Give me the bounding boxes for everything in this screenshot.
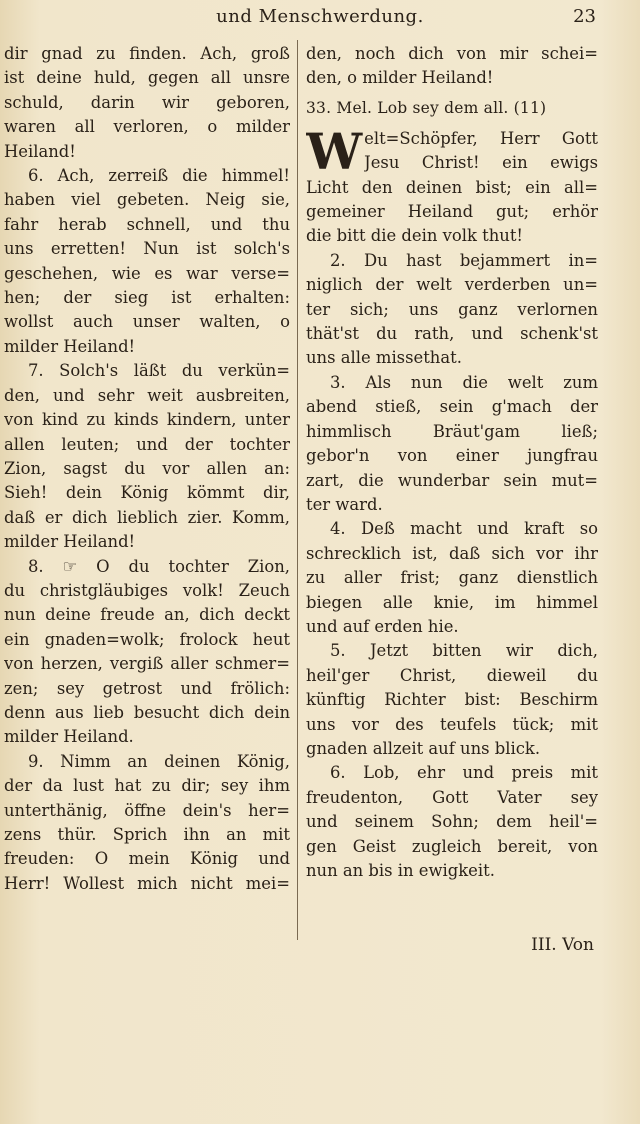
left-column <box>4 42 290 896</box>
text-line: Herr! Wollest mich nicht mei= <box>4 873 290 893</box>
text-line: du christgläubiges volk! Zeuch <box>4 580 290 600</box>
text-line: unterthänig, öffne dein's her= <box>4 800 290 820</box>
text-line: Jesu Christ! ein ewigs <box>364 153 598 173</box>
text-line: uns vor des teufels tück; mit <box>306 714 598 734</box>
text-line: milder Heiland! <box>4 532 136 552</box>
text-line: 5. Jetzt bitten wir dich, <box>330 641 598 661</box>
text-line: abend stieß, sein g'mach der <box>306 397 598 417</box>
text-line: gemeiner Heiland gut; erhör <box>306 202 598 222</box>
text-line: 6. Lob, ehr und preis mit <box>330 763 598 783</box>
text-line: den, noch dich von mir schei= <box>306 44 598 63</box>
text-line: himmlisch Bräut'gam ließ; <box>306 421 598 441</box>
text-line: nun deine freude an, dich deckt <box>4 605 290 625</box>
text-line: heil'ger Christ, dieweil du <box>306 665 598 685</box>
column-divider <box>297 40 298 940</box>
text-line: nun an bis in ewigkeit. <box>306 861 495 880</box>
text-line: zens thür. Sprich ihn an mit <box>4 825 290 844</box>
page-header <box>0 6 640 34</box>
text-line: milder Heiland! <box>4 336 136 356</box>
text-line: von herzen, vergiß aller schmer= <box>4 654 290 674</box>
text-line: ist deine huld, gegen all unsre <box>4 68 290 88</box>
text-line: waren all verloren, o milder <box>4 117 290 137</box>
text-line: und seinem Sohn; dem heil'= <box>306 812 598 832</box>
text-line: den, und sehr weit ausbreiten, <box>4 385 290 405</box>
text-line: freudenton, Gott Vater sey <box>306 787 598 807</box>
text-line: niglich der welt verderben un= <box>306 275 598 295</box>
text-line: fahr herab schnell, und thu <box>4 214 290 234</box>
text-line: der da lust hat zu dir; sey ihm <box>4 776 290 796</box>
text-line: haben viel gebeten. Neig sie, <box>4 190 290 210</box>
text-line: freuden: O mein König und <box>4 849 290 869</box>
text-line: gebor'n von einer jungfrau <box>306 446 598 466</box>
text-line: Heiland! <box>4 141 76 161</box>
first-verse <box>306 127 598 176</box>
text-line: 2. Du hast bejammert in= <box>330 250 598 270</box>
text-line: zu aller frist; ganz dienstlich <box>306 568 598 588</box>
text-line: Licht den deinen bist; ein all= <box>306 177 598 197</box>
right-column-continuation <box>306 42 598 91</box>
text-line: schuld, darin wir geboren, <box>4 92 290 112</box>
text-line: ter sich; uns ganz verlornen <box>306 299 598 319</box>
text-line: uns alle missethat. <box>306 348 462 368</box>
text-line: wollst auch unser walten, o <box>4 312 290 332</box>
text-line: ein gnaden=wolk; frolock heut <box>4 629 290 649</box>
catchword: III. Von <box>531 935 594 955</box>
text-line: thät'st du rath, und schenk'st <box>306 324 598 344</box>
text-line: schrecklich ist, daß sich vor ihr <box>306 543 598 563</box>
text-line: daß er dich lieblich zier. Komm, <box>4 507 290 527</box>
text-line: Sieh! dein König kömmt dir, <box>4 483 290 503</box>
text-line: denn aus lieb besucht dich dein <box>4 702 290 722</box>
right-column-verses <box>306 176 598 884</box>
text-line: gen Geist zugleich bereit, von <box>306 836 598 856</box>
text-line: biegen alle knie, im himmel <box>306 592 598 612</box>
text-line: allen leuten; und der tochter <box>4 434 290 454</box>
text-line: 8. ☞ O du tochter Zion, <box>28 556 290 576</box>
text-line: künftig Richter bist: Beschirm <box>306 690 598 710</box>
text-line: gnaden allzeit auf uns blick. <box>306 738 541 758</box>
running-title: und Menschwerdung. <box>216 6 424 27</box>
text-line: 4. Deß macht und kraft so <box>330 519 598 539</box>
text-line: 3. Als nun die welt zum <box>330 372 598 392</box>
text-line: die bitt die dein volk thut! <box>306 226 523 246</box>
text-line: milder Heiland. <box>4 727 134 747</box>
text-line: 7. Solch's läßt du verkün= <box>28 361 290 381</box>
text-line: uns erretten! Nun ist solch's <box>4 239 290 259</box>
text-line: elt=Schöpfer, Herr Gott <box>364 128 598 148</box>
text-line: hen; der sieg ist erhalten: <box>4 288 290 308</box>
text-line: von kind zu kinds kindern, unter <box>4 410 290 430</box>
text-line: 6. Ach, zerreiß die himmel! <box>28 166 290 186</box>
hymn-heading: 33. Mel. Lob sey dem all. (11) <box>306 98 547 117</box>
text-line: und auf erden hie. <box>306 616 459 636</box>
right-column <box>306 42 598 883</box>
text-line: geschehen, wie es war verse= <box>4 263 290 283</box>
text-line: Zion, sagst du vor allen an: <box>4 458 290 478</box>
page-number: 23 <box>573 6 596 27</box>
text-line: ter ward. <box>306 494 383 514</box>
text-line: 9. Nimm an deinen König, <box>28 751 290 771</box>
text-line: zart, die wunderbar sein mut= <box>306 470 598 490</box>
text-line: dir gnad zu finden. Ach, groß <box>4 44 290 63</box>
text-line: zen; sey getrost und frölich: <box>4 678 290 698</box>
drop-cap: W <box>306 126 363 176</box>
text-line: den, o milder Heiland! <box>306 68 494 88</box>
